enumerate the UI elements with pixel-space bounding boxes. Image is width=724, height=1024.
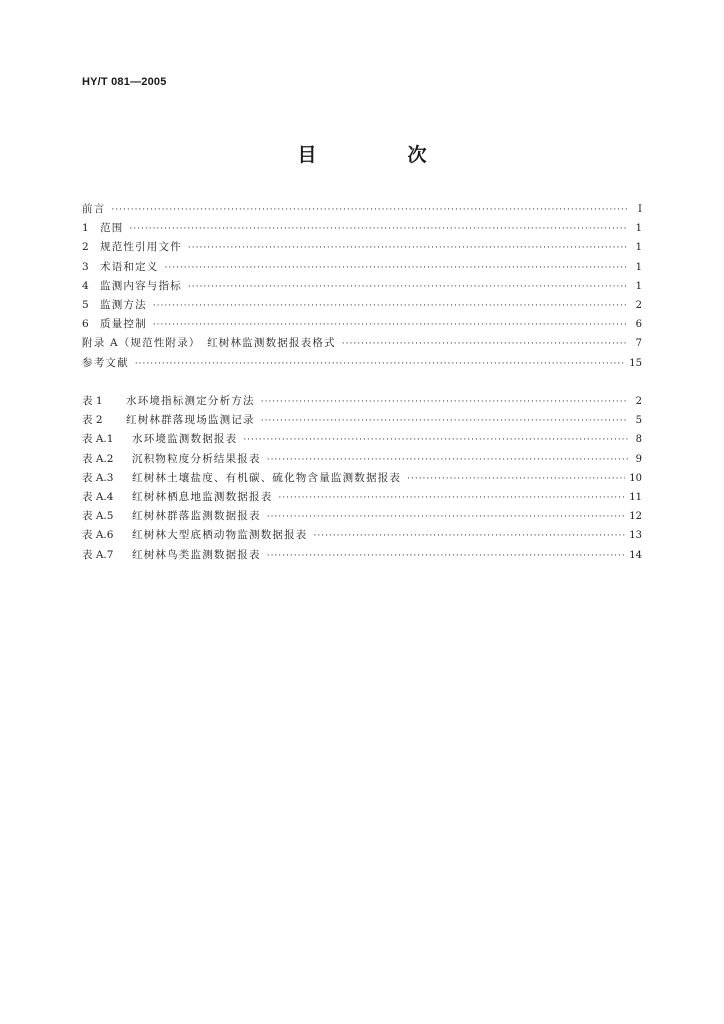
toc-table-text: 红树林栖息地监测数据报表 — [132, 490, 273, 503]
document-code: HY/T 081—2005 — [82, 76, 167, 88]
toc-leader — [278, 489, 625, 508]
toc-entry-3[interactable] — [82, 258, 642, 277]
toc-page-number: 1 — [635, 261, 642, 273]
toc-entry-foreword[interactable] — [82, 200, 642, 219]
toc-page-number: 6 — [635, 319, 642, 331]
toc-table-1[interactable] — [82, 392, 642, 411]
toc-table-number: 表 2 — [82, 414, 103, 427]
toc-table-number: 表 A.1 — [82, 433, 114, 446]
toc-page-number: 7 — [635, 338, 642, 350]
toc-page-number: 5 — [635, 415, 642, 427]
toc-leader — [267, 547, 626, 566]
toc-table-number: 表 A.7 — [82, 548, 114, 561]
toc-entry-text: 前言 — [82, 203, 106, 215]
toc-table-number: 表 A.5 — [82, 510, 114, 523]
toc-page-number: 15 — [629, 357, 642, 369]
toc-page-number: 1 — [635, 223, 642, 235]
toc-page-number: 14 — [629, 549, 642, 561]
toc-leader — [188, 239, 628, 258]
toc-page-number: 8 — [635, 434, 642, 446]
toc-page-number: 1 — [635, 242, 642, 254]
toc-entry-number: 6 — [82, 318, 89, 331]
toc-entry-4[interactable] — [82, 277, 642, 296]
toc-entry-text: 范围 — [100, 222, 124, 235]
toc-entry-6[interactable] — [82, 315, 642, 334]
toc-table-a6[interactable] — [82, 526, 642, 545]
toc-table-number: 表 1 — [82, 395, 103, 407]
toc-entry-number: 5 — [82, 298, 89, 311]
toc-table-2[interactable] — [82, 411, 642, 430]
toc-entry-5[interactable] — [82, 296, 642, 315]
toc-page-number: 9 — [635, 453, 642, 465]
toc-table-text: 沉积物粒度分析结果报表 — [132, 452, 261, 465]
toc-page-number: 13 — [629, 530, 642, 542]
toc-leader — [111, 201, 628, 220]
toc-table-a3[interactable] — [82, 469, 642, 488]
toc-table-text: 水环境监测数据报表 — [132, 433, 238, 446]
toc-page-number: 2 — [635, 299, 642, 311]
toc-table-text: 红树林土壤盐度、有机碳、硫化物含量监测数据报表 — [132, 471, 402, 484]
toc-table-a1[interactable] — [82, 430, 642, 449]
toc-leader — [153, 297, 628, 316]
toc-table-number: 表 A.3 — [82, 471, 114, 484]
toc-table-a2[interactable] — [82, 450, 642, 469]
toc-leader — [267, 451, 628, 470]
toc-leader — [314, 527, 626, 546]
toc-leader — [129, 220, 628, 239]
toc-leader — [153, 316, 628, 335]
toc-entry-text: 质量控制 — [100, 318, 147, 331]
toc-entry-1[interactable] — [82, 219, 642, 238]
toc-page-number: 12 — [629, 511, 642, 523]
toc-table-text: 红树林群落现场监测记录 — [126, 414, 255, 427]
toc-table-a7[interactable] — [82, 546, 642, 565]
toc-table-text: 红树林鸟类监测数据报表 — [132, 548, 261, 561]
toc-page-number: 2 — [635, 396, 642, 407]
toc-table-number: 表 A.4 — [82, 490, 114, 503]
toc-table-text: 红树林群落监测数据报表 — [132, 510, 261, 523]
toc-entry-number: 1 — [82, 222, 89, 235]
toc-entry-text: 规范性引用文件 — [100, 241, 182, 254]
toc-title: 目 次 — [297, 144, 463, 166]
toc-leader — [267, 508, 626, 527]
toc-leader — [188, 278, 628, 297]
toc-entry-text: 附录 A（规范性附录） 红树林监测数据报表格式 — [82, 337, 336, 350]
toc-entry-references[interactable] — [82, 354, 642, 373]
toc-page-number: 1 — [635, 280, 642, 292]
toc-table-a4[interactable] — [82, 488, 642, 507]
toc-entry-number: 2 — [82, 241, 89, 254]
toc-entry-text: 参考文献 — [82, 356, 129, 369]
toc-table-text: 水环境指标测定分析方法 — [126, 395, 255, 407]
toc-table-number: 表 A.2 — [82, 452, 114, 465]
toc-entry-number: 3 — [82, 260, 89, 273]
toc-leader — [342, 335, 628, 354]
toc-tables-list — [82, 392, 642, 565]
toc-leader — [243, 431, 628, 450]
toc-main-list — [82, 200, 642, 373]
toc-table-text: 红树林大型底栖动物监测数据报表 — [132, 529, 308, 542]
toc-leader — [165, 259, 629, 278]
toc-entry-text: 监测方法 — [100, 298, 147, 311]
toc-leader — [261, 393, 628, 412]
toc-entry-text: 监测内容与指标 — [100, 279, 182, 292]
toc-table-number: 表 A.6 — [82, 529, 114, 542]
toc-entry-appendix-a[interactable] — [82, 334, 642, 353]
toc-page-number: 11 — [629, 491, 642, 503]
toc-entry-2[interactable] — [82, 238, 642, 257]
toc-leader — [135, 355, 625, 374]
toc-page-number: 10 — [629, 472, 642, 484]
toc-entry-text: 术语和定义 — [100, 260, 159, 273]
toc-table-a5[interactable] — [82, 507, 642, 526]
toc-page-number: I — [638, 204, 642, 215]
toc-entry-number: 4 — [82, 279, 89, 292]
toc-leader — [261, 412, 628, 431]
toc-leader — [407, 470, 625, 489]
